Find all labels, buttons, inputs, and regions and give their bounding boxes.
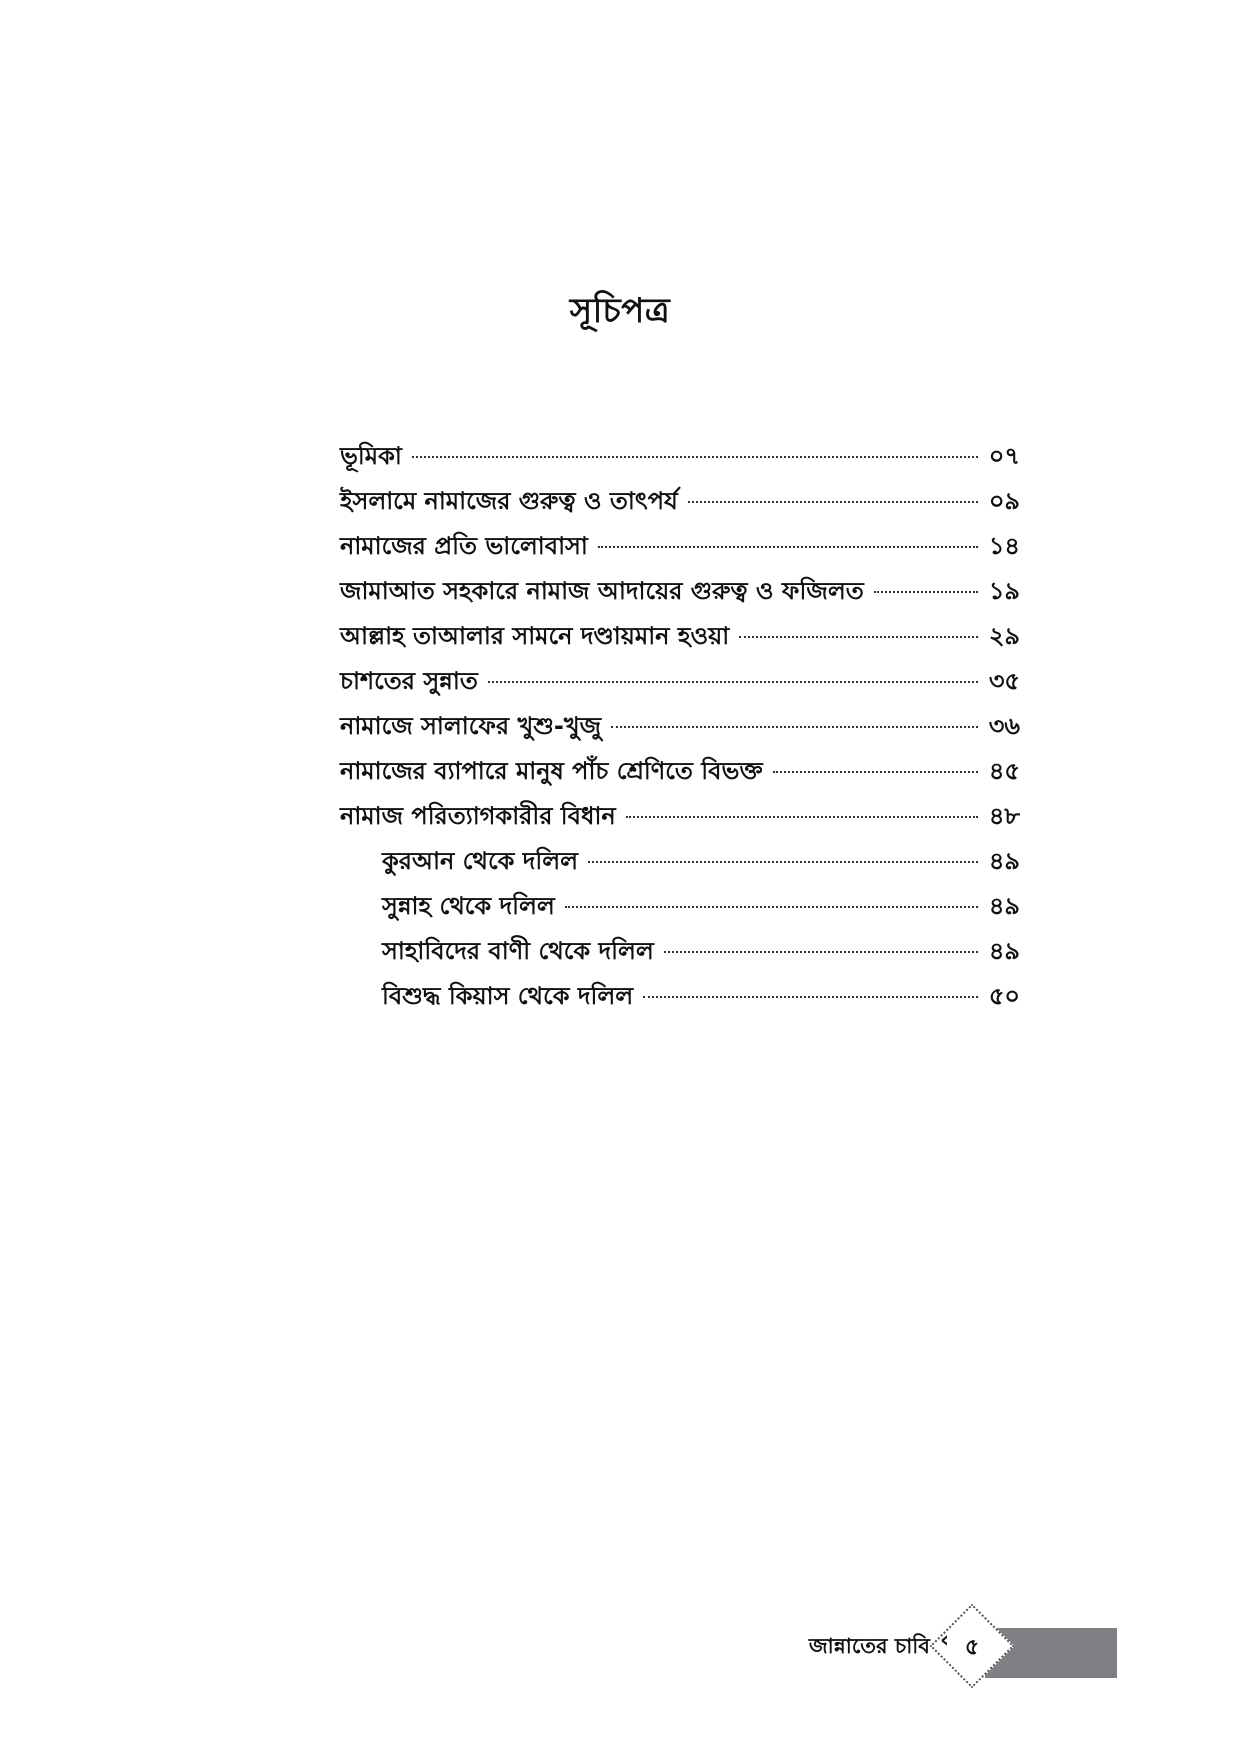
toc-entry-page: ৪৫ (988, 757, 1020, 785)
toc-entry-page: ০৭ (988, 442, 1020, 470)
toc-entry[interactable] (340, 618, 1020, 663)
toc-entry-label: জামাআত সহকারে নামাজ আদায়ের গুরুত্ব ও ফজিলত (340, 577, 864, 605)
dot-leader (688, 501, 978, 503)
dot-leader (488, 681, 978, 683)
toc-entry[interactable] (340, 438, 1020, 483)
dot-leader (626, 816, 978, 818)
toc-entry-page: ১৯ (988, 577, 1020, 605)
toc-subentry-page: ৪৯ (988, 847, 1020, 875)
toc-entry-page: ৩৬ (988, 712, 1020, 740)
toc-entry-label: ভূমিকা (340, 442, 402, 470)
toc-subentry-label: বিশুদ্ধ কিয়াস থেকে দলিল (382, 982, 634, 1010)
running-title: জান্নাতের চাবি (808, 1634, 930, 1658)
dot-leader (874, 591, 978, 593)
toc-subentry-page: ৪৯ (988, 937, 1020, 965)
chevron-left-icon: ‹ (940, 1628, 950, 1653)
dot-leader (739, 636, 978, 638)
toc-entry-label: চাশতের সুন্নাত (340, 667, 478, 695)
toc-subentry-label: সাহাবিদের বাণী থেকে দলিল (382, 937, 654, 965)
toc-entry[interactable] (340, 708, 1020, 753)
toc-subentry-page: ৫০ (988, 982, 1020, 1010)
dot-leader (611, 726, 978, 728)
toc-subentry-label: সুন্নাহ থেকে দলিল (382, 892, 555, 920)
toc-entry[interactable] (340, 753, 1020, 798)
dot-leader (664, 951, 978, 953)
toc-entry-label: নামাজে সালাফের খুশু-খুজু (340, 712, 602, 740)
toc-subentry-page: ৪৯ (988, 892, 1020, 920)
toc-entry-label: নামাজের ব্যাপারে মানুষ পাঁচ শ্রেণিতে বিভক্ত (340, 757, 763, 785)
toc-entry-label: ইসলামে নামাজের গুরুত্ব ও তাৎপর্য (340, 487, 678, 515)
toc-entry-page: ২৯ (988, 622, 1020, 650)
toc-entry[interactable] (340, 483, 1020, 528)
toc-subentry[interactable] (340, 888, 1020, 933)
toc-entry[interactable] (340, 573, 1020, 618)
dot-leader (773, 771, 978, 773)
table-of-contents (340, 438, 1020, 1023)
toc-entry[interactable] (340, 663, 1020, 708)
page-number: ৫ (964, 1635, 980, 1660)
toc-entry-label: নামাজের প্রতি ভালোবাসা (340, 532, 588, 560)
dot-leader (565, 906, 978, 908)
dot-leader (598, 546, 978, 548)
dot-leader (643, 996, 978, 998)
toc-subentry[interactable] (340, 978, 1020, 1023)
dot-leader (412, 456, 978, 458)
page-footer (0, 1610, 1240, 1710)
toc-entry[interactable] (340, 528, 1020, 573)
toc-entry-page: ৩৫ (988, 667, 1020, 695)
toc-subentry-label: কুরআন থেকে দলিল (382, 847, 578, 875)
page-title: সূচিপত্র (569, 291, 671, 331)
toc-subentry[interactable] (340, 933, 1020, 978)
toc-entry-page: ১৪ (988, 532, 1020, 560)
dot-leader (588, 861, 978, 863)
toc-entry[interactable] (340, 798, 1020, 843)
toc-entry-page: ০৯ (988, 487, 1020, 515)
toc-subentry[interactable] (340, 843, 1020, 888)
toc-entry-page: ৪৮ (988, 802, 1020, 830)
toc-entry-label: নামাজ পরিত্যাগকারীর বিধান (340, 802, 616, 830)
toc-entry-label: আল্লাহ তাআলার সামনে দণ্ডায়মান হওয়া (340, 622, 730, 650)
